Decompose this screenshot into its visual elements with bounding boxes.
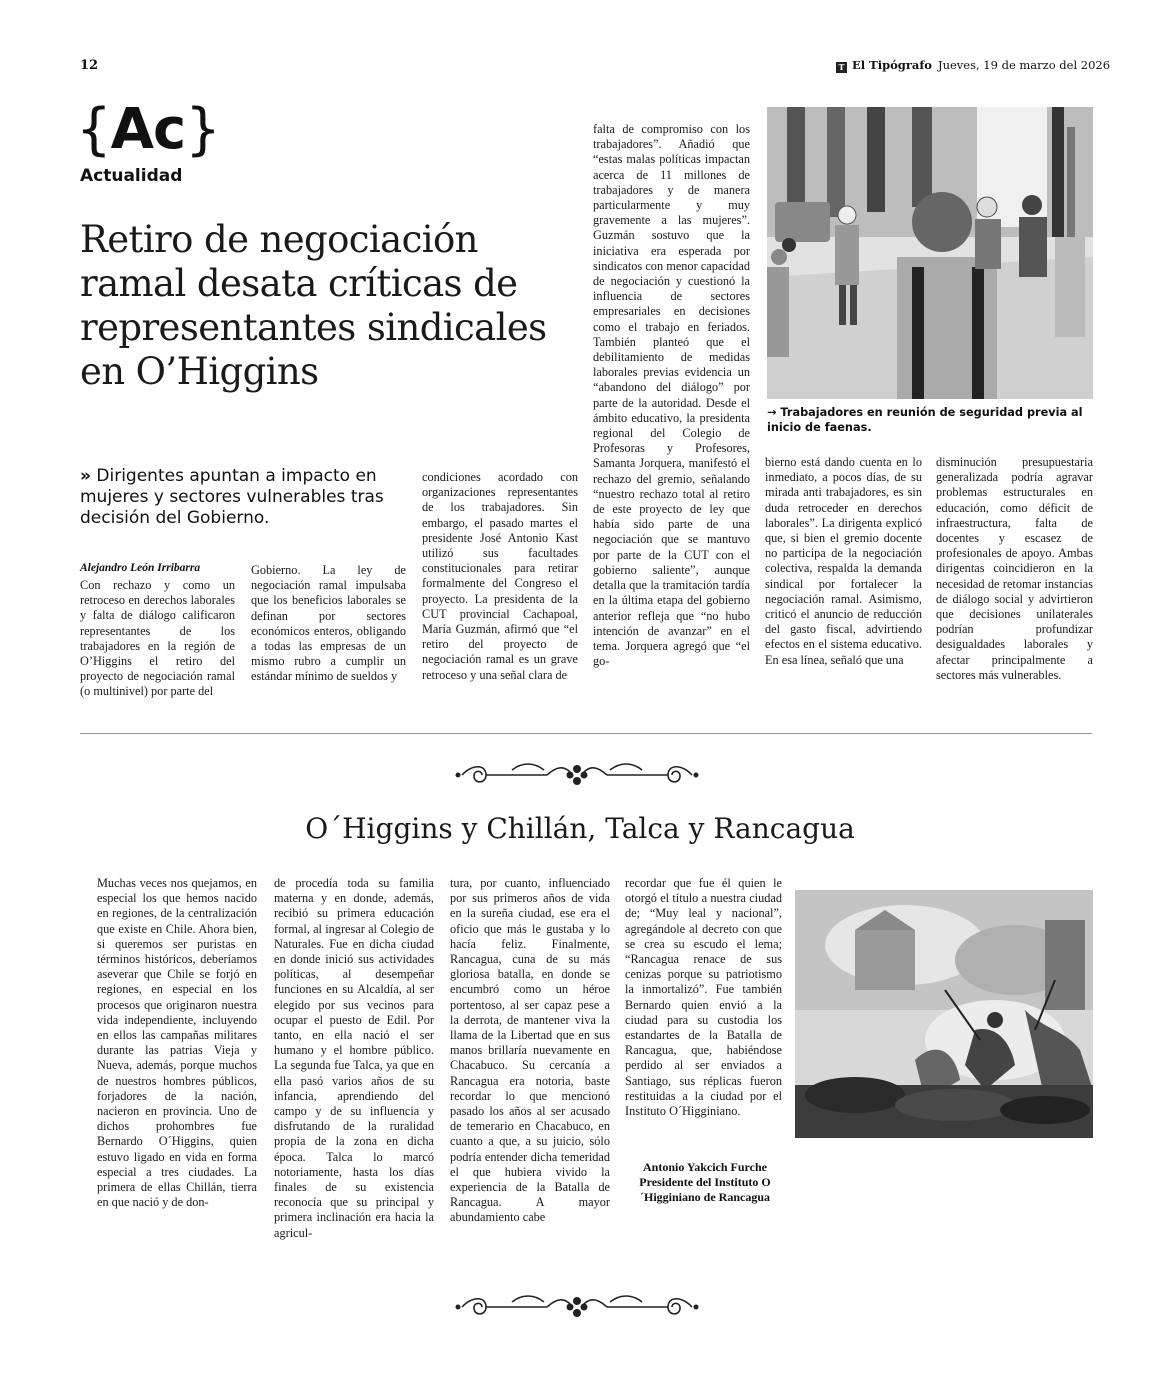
ornament-divider-icon xyxy=(452,758,702,792)
signature-block xyxy=(625,1160,785,1205)
article1-col5-text: bierno está dando cuenta en lo inmediato, a pocos días, de su mirada anti trabajadores, es sin duda retroceder en derechos laborales”. La dirigenta explicó que, si bien el gremio docente no participa de la negociación colectiva, respalda la demanda sindical por fortalecer la negociación ramal. Asimismo, criticó el anuncio de reducción del gasto fiscal, advirtiendo efectos en el sistema educativo. En esa línea, señaló que una xyxy=(765,455,922,667)
section-logo-brace-close: } xyxy=(185,97,220,162)
article1-column-4 xyxy=(593,122,750,706)
photo-caption xyxy=(767,405,1087,435)
article1-col2-text: Gobierno. La ley de negociación ramal impulsaba que los beneficios laborales se definan por sectores económicos enteros, obligando a todas las empresas de un mismo rubro a cumplir un estándar mínimo de sueldos y xyxy=(251,563,406,684)
article2-col2-text: de procedía toda su familia materna y en donde, además, recibió su primera educación formal, al ingresar al Colegio de Naturales. Fue en dicha ciudad en donde inició sus actividades políticas, al desempeñar funciones en su Alcaldía, al ser elegido por sus vecinos para ocupar el puesto de Edil. Por tanto, en ella nació el ser humano y el hombre público. La segunda fue Talca, ya que en ella pasó varios años de su infancia, aprendiendo del campo y de su influencia y disfrutando de la ruralidad propia de la zona en dicha época. Talca lo marcó notoriamente, hasta los días finales de su existencia reconocía que su principal y primera inclinación era hacia la agricul- xyxy=(274,876,434,1240)
article1-column-1 xyxy=(80,578,235,706)
article1-col1-text: Con rechazo y como un retroceso en derechos laborales y falta de diálogo calificaron representantes de los trabajadores en la región de O’Higgins el retiro del proyecto de negociación ramal (o multinivel) por parte del xyxy=(80,578,235,699)
article-headline: Retiro de negociación ramal desata críticas de representantes sindicales en O’Higgins xyxy=(80,218,547,393)
article2-col4-text: recordar que fue él quien le otorgó el título a nuestra ciudad de; “Muy leal y nacional”, agregándole al decreto con que se crea su escudo el lema; “Rancagua renace de sus cenizas porque su patriotismo la inmortalizó”. Fue también Bernardo quien envió a la ciudad para su custodia los estandartes de la Batalla de Rancagua, que, habiéndose perdido al ser enviados a Santiago, sus réplicas fueron restituidas a la ciudad por el Instituto O´Higginiano. xyxy=(625,876,782,1119)
page-number: 12 xyxy=(80,58,99,73)
section-logo-brace-open: { xyxy=(76,97,111,162)
article2-col3-text: tura, por cuanto, influenciado por sus primeros años de vida en la sureña ciudad, ese era el oficio que más le gustaba y lo hacía feliz. Finalmente, Rancagua, cuna de su más gloriosa batalla, en donde se encumbró como un héroe portentoso, al ser capaz pese a la derrota, de mantener viva la llama de la Libertad que en sus manos brillaría nuevamente en Chacabuco. Su cercanía a Rancagua era notoria, baste recordar lo que mencionó pasado los años al ser acusado de temerario en Chacabuco, en cuanto a que, a su juicio, sólo podría entender dicha temeridad el que hubiera vivido la experiencia de la Batalla de Rancagua. A mayor abundamiento cabe xyxy=(450,876,610,1225)
section-divider xyxy=(80,733,1092,734)
issue-date: Jueves, 19 de marzo del 2026 xyxy=(937,58,1111,72)
logo-icon: T xyxy=(836,62,847,73)
article1-column-3 xyxy=(422,470,578,706)
deck-arrows-icon: » xyxy=(80,466,91,486)
paper-name: El Tipógrafo xyxy=(852,58,932,72)
article2-column-4 xyxy=(625,876,782,1146)
signature-name: Antonio Yakcich Furche xyxy=(642,1160,767,1174)
arrow-right-icon: → xyxy=(767,406,777,419)
article1-column-6 xyxy=(936,455,1093,706)
article-deck xyxy=(80,466,410,529)
masthead xyxy=(836,58,1111,73)
byline: Alejandro León Irribarra xyxy=(80,562,201,574)
photo-caption-text: Trabajadores en reunión de seguridad previa al inicio de faenas. xyxy=(767,406,1083,434)
article1-col6-text: disminución presupuestaria generalizada podría agravar problemas estructurales en educación, como déficit de infraestructura, falta de docentes y escasez de profesionales de apoyo. Ambas dirigentas coincidieron en la necesidad de retomar instancias de diálogo social y advirtieron que decisiones unilaterales podrían profundizar desigualdades laborales y afectar principalmente a sectores más vulnerables. xyxy=(936,455,1093,682)
article2-column-1 xyxy=(97,876,257,1266)
article1-column-2 xyxy=(251,563,406,706)
article1-col4-text: falta de compromiso con los trabajadores”. Añadió que “estas malas políticas impactan acerca de 11 millones de trabajadores y de manera particularmente y muy gravemente a las mujeres”. Guzmán sostuvo que la iniciativa era esperada por sindicatos con menor capacidad de negociación y cuestionó la influencia de sectores empresariales en decisiones como el trabajo en feriados. También planteó que el debilitamiento de medidas laborales previas evidencia un “abandono del diálogo” por parte de la autoridad. Desde el ámbito educativo, la presidenta regional del Colegio de Profesoras y Profesores, Samanta Jorquera, manifestó el rechazo del gremio, señalando “nuestro rechazo total al retiro de este proyecto de ley que había sido parte de una negociación que se mantuvo por parte de la CUT con el gobierno saliente”, aunque detalla que la tramitación tardía en la última etapa del gobierno anterior refleja que “no hubo intención de avanzar” en el tema. Jorquera agregó que “el go- xyxy=(593,122,750,669)
article2-column-2 xyxy=(274,876,434,1266)
ornament-divider-icon xyxy=(452,1290,702,1324)
section-logo-text: Ac xyxy=(110,97,186,162)
workers-photo xyxy=(767,107,1093,399)
article2-column-3 xyxy=(450,876,610,1266)
article2-col1-text: Muchas veces nos quejamos, en especial los que hemos nacido en regiones, de la centralización que existe en Chile. Ahora bien, si queremos ser puristas en términos históricos, deberíamos aseverar que Chile se forjó en regiones, en especial en los procesos que originaron nuestra vida independiente, incluyendo en ellos las campañas militares durante las patrias Vieja y Nueva, además, porque muchos de nuestros hombres públicos, forjadores de la nación, nacieron en provincia. Uno de dichos prohombres fue Bernardo O´Higgins, quien estuvo ligado en vida en forma especial a tres ciudades. La primera de ellas Chillán, tierra en que nació y de don- xyxy=(97,876,257,1210)
section-name: Actualidad xyxy=(80,166,183,186)
opinion-headline: O´Higgins y Chillán, Talca y Rancagua xyxy=(305,812,855,845)
section-logo xyxy=(76,97,220,162)
article1-column-5 xyxy=(765,455,922,706)
deck-text: Dirigentes apuntan a impacto en mujeres y sectores vulnerables tras decisión del Gobierno. xyxy=(80,466,384,528)
battle-painting xyxy=(795,890,1093,1138)
signature-title: Presidente del Instituto O´Higginiano de Rancagua xyxy=(639,1175,771,1204)
article1-col3-text: condiciones acordado con organizaciones representantes de los trabajadores. Sin embargo, el pasado martes el presidente José Antonio Kast utilizó sus facultades constitucionales para retirar formalmente del Congreso el proyecto. La presidenta de la CUT provincial Cachapoal, María Guzmán, afirmó que “el retiro del proyecto de negociación ramal es un grave retroceso y una señal clara de xyxy=(422,470,578,682)
